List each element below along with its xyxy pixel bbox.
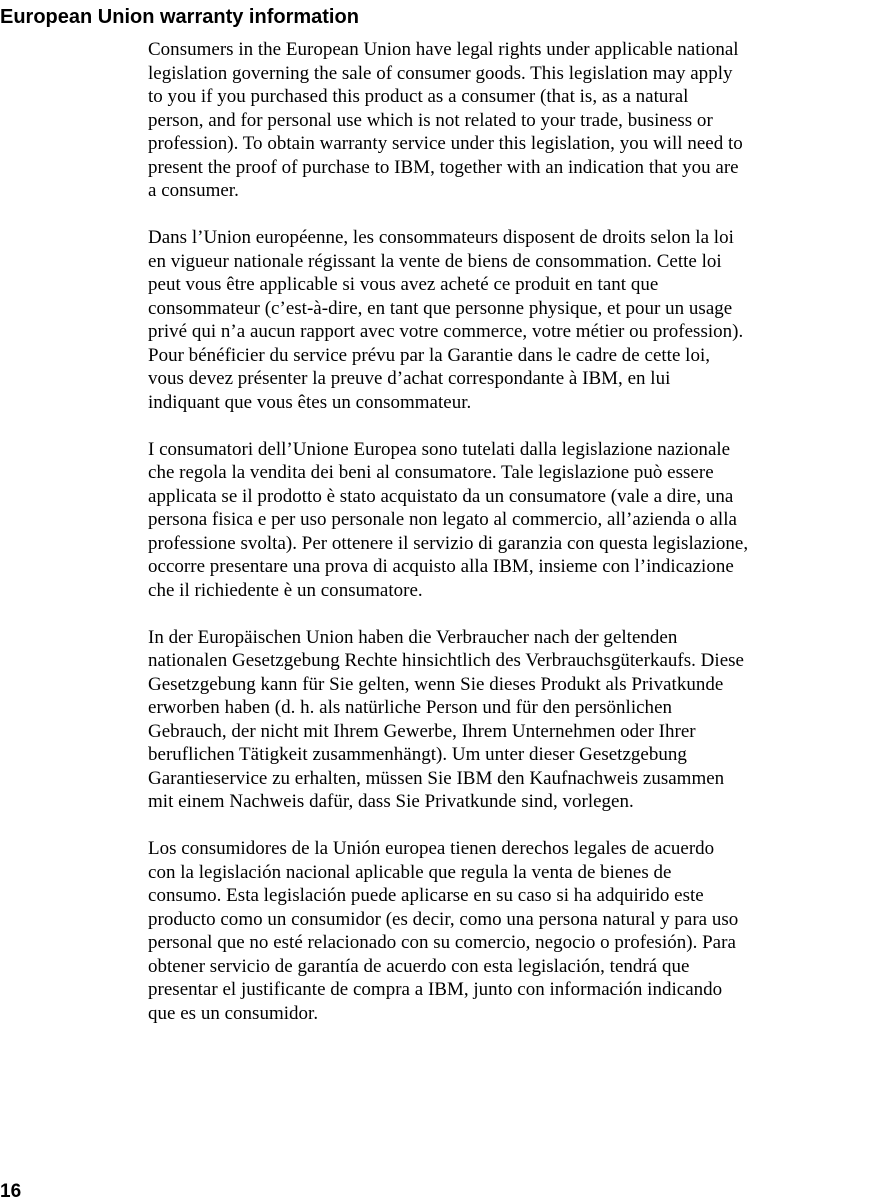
text-line: a consumer. xyxy=(148,180,239,201)
text-line: Gebrauch, der nicht mit Ihrem Gewerbe, Ihrem Unternehmen oder Ihrer xyxy=(148,720,696,742)
text-line: occorre presentare una prova di acquisto alla IBM, insieme con l’indicazione xyxy=(148,556,734,577)
text-line: beruflichen Tätigkeit zusammenhängt). Um unter dieser Gesetzgebung xyxy=(148,744,687,765)
text-line: que es un consumidor. xyxy=(148,1002,319,1024)
paragraph-english xyxy=(148,38,888,203)
text-line: che regola la vendita dei beni al consumatore. Tale legislazione può essere xyxy=(148,462,714,483)
text-line: mit einem Nachweis dafür, dass Sie Privatkunde sind, vorlegen. xyxy=(148,791,634,812)
text-line: to you if you purchased this product as a consumer (that is, as a natural xyxy=(148,86,689,107)
text-line: Pour bénéficier du service prévu par la Garantie dans le cadre de cette loi, xyxy=(148,344,711,366)
text-line: profession). To obtain warranty service under this legislation, you will need to xyxy=(148,133,743,154)
text-line: Gesetzgebung kann für Sie gelten, wenn Sie dieses Produkt als Privatkunde xyxy=(148,673,724,695)
text-line: producto como un consumidor (es decir, como una persona natural y para uso xyxy=(148,908,739,930)
text-line: vous devez présenter la preuve d’achat correspondante à IBM, en lui xyxy=(148,368,671,389)
text-line: en vigueur nationale régissant la vente de biens de consommation. Cette loi xyxy=(148,250,722,272)
text-line: consumo. Esta legislación puede aplicarse en su caso si ha adquirido este xyxy=(148,885,704,906)
paragraph-italian xyxy=(148,438,888,603)
text-line: privé qui n’a aucun rapport avec votre commerce, votre métier ou profession). xyxy=(148,321,744,342)
paragraph-german xyxy=(148,626,888,814)
text-line: I consumatori dell’Unione Europea sono tutelati dalla legislazione nazionale xyxy=(148,438,731,460)
text-line: In der Europäischen Union haben die Verbraucher nach der geltenden xyxy=(148,626,678,648)
text-line: erworben haben (d. h. als natürliche Person und für den persönlichen xyxy=(148,697,673,718)
text-line: presentar el justificante de compra a IBM, junto con información indicando xyxy=(148,979,723,1000)
text-line: Garantieservice zu erhalten, müssen Sie IBM den Kaufnachweis zusammen xyxy=(148,767,725,789)
text-line: personal que no esté relacionado con su comercio, negocio o profesión). Para xyxy=(148,932,736,953)
text-line: present the proof of purchase to IBM, together with an indication that you are xyxy=(148,156,739,178)
text-line: indiquant que vous êtes un consommateur. xyxy=(148,391,472,413)
text-line: che il richiedente è un consumatore. xyxy=(148,579,423,601)
text-line: peut vous être applicable si vous avez acheté ce produit en tant que xyxy=(148,274,659,295)
document-body xyxy=(148,38,888,1049)
text-line: Dans l’Union européenne, les consommateurs disposent de droits selon la loi xyxy=(148,227,734,248)
text-line: legislation governing the sale of consumer goods. This legislation may apply xyxy=(148,62,733,84)
text-line: nationalen Gesetzgebung Rechte hinsichtlich des Verbrauchsgüterkaufs. Diese xyxy=(148,650,744,671)
text-line: consommateur (c’est-à-dire, en tant que personne physique, et pour un usage xyxy=(148,297,733,319)
text-line: Los consumidores de la Unión europea tienen derechos legales de acuerdo xyxy=(148,838,715,859)
text-line: obtener servicio de garantía de acuerdo con esta legislación, tendrá que xyxy=(148,955,690,977)
page-heading: European Union warranty information xyxy=(0,6,359,28)
text-line: professione svolta). Per ottenere il servizio di garanzia con questa legislazione, xyxy=(148,532,749,554)
text-line: con la legislación nacional aplicable que regula la venta de bienes de xyxy=(148,861,672,883)
paragraph-french xyxy=(148,226,888,414)
page-number: 16 xyxy=(0,1181,22,1202)
paragraph-spanish xyxy=(148,837,888,1025)
text-line: persona fisica e per uso personale non legato al commercio, all’azienda o alla xyxy=(148,509,737,530)
text-line: person, and for personal use which is not related to your trade, business or xyxy=(148,109,713,131)
text-line: Consumers in the European Union have legal rights under applicable national xyxy=(148,39,739,60)
text-line: applicata se il prodotto è stato acquistato da un consumatore (vale a dire, una xyxy=(148,485,734,507)
